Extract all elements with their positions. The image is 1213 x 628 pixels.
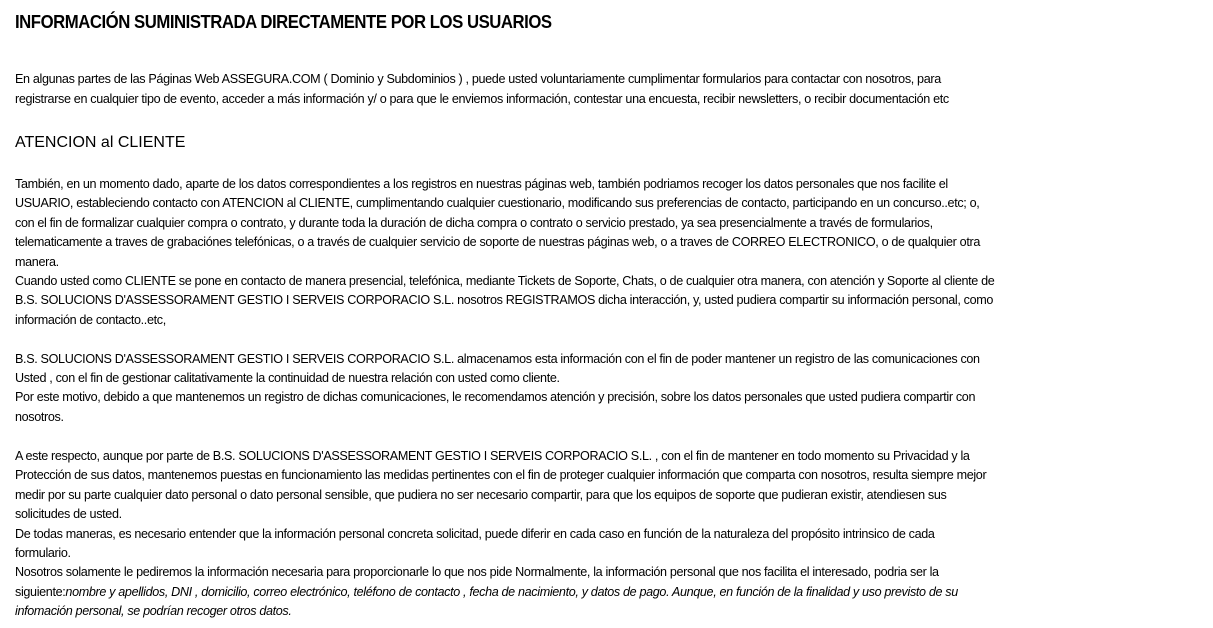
block1-line-1: También, en un momento dado, aparte de los datos correspondientes a los registros en nuestras páginas web, también podriamos recoger los datos personales que nos facilite el [15, 177, 948, 191]
block1-line-2: USUARIO, estableciendo contacto con ATENCION al CLIENTE, cumplimentando cualquier cuestionario, modificando sus preferencias de contacto, participando en un concurso..etc; o, [15, 196, 980, 211]
block1-line-8: información de contacto..etc, [15, 312, 166, 327]
block3-line-8-plain: siguiente: [15, 584, 66, 599]
block3-line-2: Protección de sus datos, mantenemos puestas en funcionamiento las medidas pertinentes con el fin de proteger cualquier información que comparta con nosotros, resulta siempre mejor [15, 468, 987, 483]
main-heading: INFORMACIÓN SUMINISTRADA DIRECTAMENTE POR LOS USUARIOS [15, 12, 552, 32]
block1-line-3: con el fin de formalizar cualquier compra o contrato, y durante toda la duración de dicha compra o contrato o servicio prestado, ya sea presencialmente a través de formularios, [15, 215, 933, 230]
block2-line-2: Usted , con el fin de gestionar calitativamente la continuidad de nuestra relación con usted como cliente. [15, 371, 560, 385]
intro-line-1: En algunas partes de las Páginas Web ASSEGURA.COM ( Dominio y Subdominios ) , puede usted voluntariamente cumplimentar formularios para contactar con nosotros, para [15, 72, 941, 86]
intro-line-2: registrarse en cualquier tipo de evento, acceder a más información y/ o para que le enviemos información, contestar una encuesta, recibir newsletters, o recibir documentación etc [15, 91, 949, 106]
block3-line-7: Nosotros solamente le pediremos la información necesaria para proporcionarle lo que nos pide Normalmente, la información personal que nos facilita el interesado, podria ser la [15, 565, 939, 580]
block2-line-3: Por este motivo, debido a que mantenemos un registro de dichas comunicaciones, le recomendamos atención y precisión, sobre los datos personales que usted pudiera compartir con [15, 390, 976, 405]
block1-line-5: manera. [15, 254, 59, 269]
block3-line-8 [15, 583, 958, 602]
block1-line-6: Cuando usted como CLIENTE se pone en contacto de manera presencial, telefónica, mediante Tickets de Soporte, Chats, o de cualquier otra manera, con atención y Soporte al cliente de [15, 274, 995, 288]
section-heading: ATENCION al CLIENTE [15, 134, 186, 151]
block3-line-1: A este respecto, aunque por parte de B.S. SOLUCIONS D'ASSESSORAMENT GESTIO I SERVEIS CORPORACIO S.L. , con el fin de mantener en todo momento su Privacidad y la [15, 449, 970, 463]
block2-line-4: nosotros. [15, 409, 64, 424]
block2-line-1: B.S. SOLUCIONS D'ASSESSORAMENT GESTIO I SERVEIS CORPORACIO S.L. almacenamos esta información con el fin de poder mantener un registro de las comunicaciones con [15, 351, 980, 366]
block3-line-3: medir por su parte cualquier dato personal o dato personal sensible, que pudiera no ser necesario compartir, para que los equipos de soporte que pudieran existir, atendiesen sus [15, 487, 947, 502]
block3-line-9: infomación personal, se podrían recoger otros datos. [15, 604, 292, 619]
block3-line-4: solicitudes de usted. [15, 507, 122, 522]
block3-line-8-italic: nombre y apellidos, DNI , domicilio, correo electrónico, teléfono de contacto , fecha de nacimiento, y datos de pago. Aunque, en función de la finalidad y uso previsto de su [65, 584, 958, 599]
block3-line-6: formulario. [15, 546, 71, 560]
block1-line-7: B.S. SOLUCIONS D'ASSESSORAMENT GESTIO I SERVEIS CORPORACIO S.L. nosotros REGISTRAMOS dicha interacción, y, usted pudiera compartir su información personal, como [15, 293, 994, 308]
block1-line-4: telematicamente a traves de grabaciónes telefónicas, o a través de cualquier servicio de soporte de nuestras páginas web, o a traves de CORREO ELECTRONICO, o de qualquier otra [15, 235, 980, 250]
block3-line-5: De todas maneras, es necesario entender que la información personal concreta solicitad, puede diferir en cada caso en función de la naturaleza del propósito intrinsico de cada [15, 526, 935, 541]
